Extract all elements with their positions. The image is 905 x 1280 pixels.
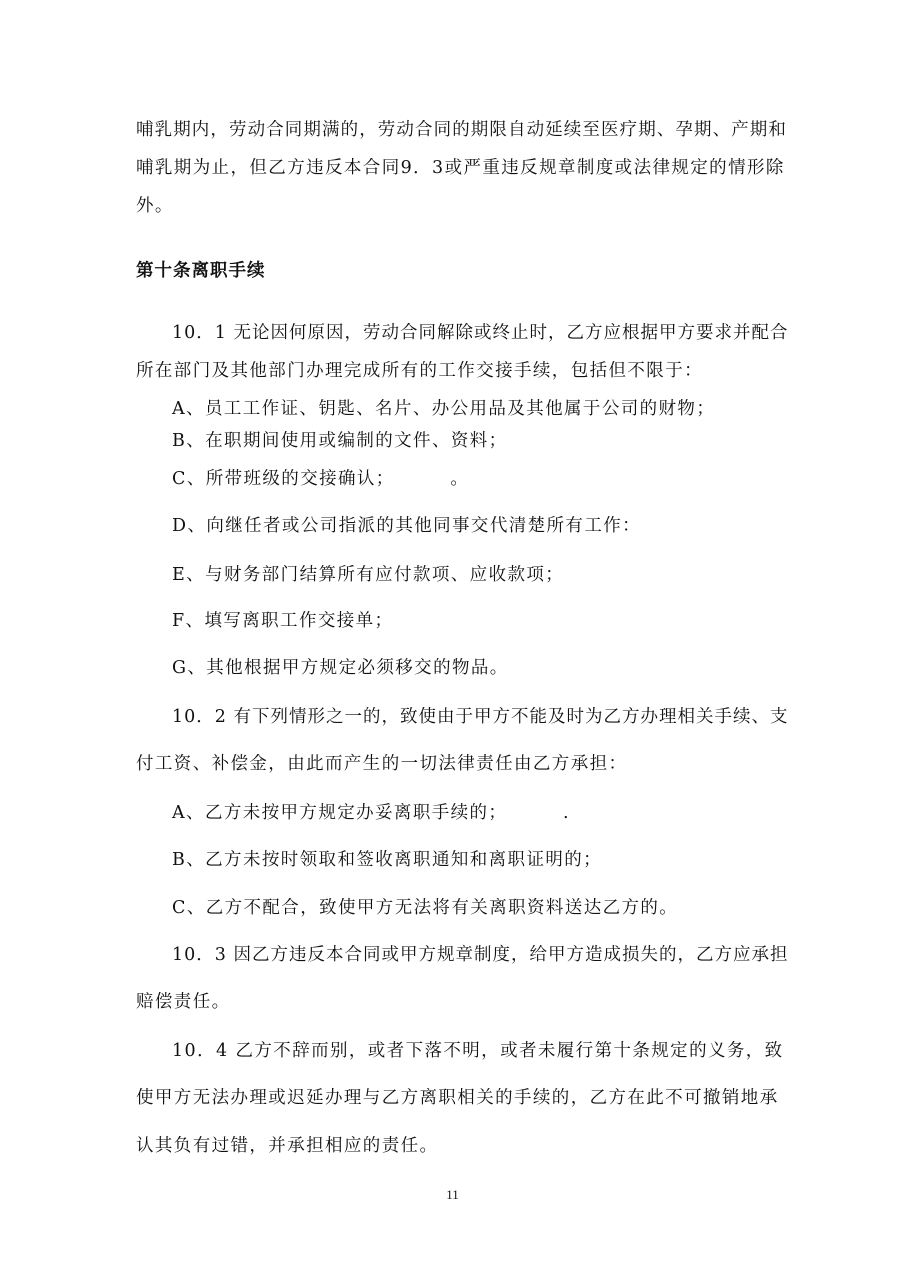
clause-10-1-line: 10．1 无论因何原因，劳动合同解除或终止时，乙方应根据甲方要求并配合 xyxy=(172,323,789,343)
list-item: G、其他根据甲方规定必须移交的物品。 xyxy=(172,658,509,678)
clause-10-4-line: 认其负有过错，并承担相应的责任。 xyxy=(136,1136,439,1156)
list-item: D、向继任者或公司指派的其他同事交代清楚所有工作： xyxy=(172,516,642,536)
clause-10-3-line: 10．3 因乙方违反本合同或甲方规章制度，给甲方造成损失的，乙方应承担 xyxy=(172,945,789,965)
paragraph-line: 哺乳期内，劳动合同期满的，劳动合同的期限自动延续至医疗期、孕期、产期和 xyxy=(136,120,787,140)
list-item: E、与财务部门结算所有应付款项、应收款项； xyxy=(172,565,565,585)
list-item: B、在职期间使用或编制的文件、资料； xyxy=(172,431,508,451)
clause-10-4-line: 使甲方无法办理或迟延办理与乙方离职相关的手续的，乙方在此不可撤销地承 xyxy=(136,1088,779,1108)
list-item: B、乙方未按时领取和签收离职通知和离职证明的； xyxy=(172,850,603,870)
clause-10-3-line: 赔偿责任。 xyxy=(136,992,231,1012)
list-item: F、填写离职工作交接单； xyxy=(172,611,394,631)
clause-10-4-line: 10．4 乙方不辞而别，或者下落不明，或者未履行第十条规定的义务，致 xyxy=(172,1041,784,1061)
clause-10-2-line: 付工资、补偿金，由此而产生的一切法律责任由乙方承担： xyxy=(136,754,628,774)
clause-10-1-line: 所在部门及其他部门办理完成所有的工作交接手续，包括但不限于： xyxy=(136,361,703,381)
paragraph-line: 哺乳期为止，但乙方违反本合同9．3或严重违反规章制度或法律规定的情形除 xyxy=(136,158,785,178)
section-title: 第十条离职手续 xyxy=(136,261,266,281)
paragraph-line: 外。 xyxy=(136,196,174,216)
page-number: 11 xyxy=(446,1187,459,1202)
list-item: A、乙方未按甲方规定办妥离职手续的； . xyxy=(172,803,571,823)
clause-10-2-line: 10．2 有下列情形之一的，致使由于甲方不能及时为乙方办理相关手续、支 xyxy=(172,707,789,727)
list-item: C、所带班级的交接确认； 。 xyxy=(172,469,470,489)
list-item: A、员工工作证、钥匙、名片、办公用品及其他属于公司的财物； xyxy=(172,399,716,419)
list-item: C、乙方不配合，致使甲方无法将有关离职资料送达乙方的。 xyxy=(172,898,679,918)
